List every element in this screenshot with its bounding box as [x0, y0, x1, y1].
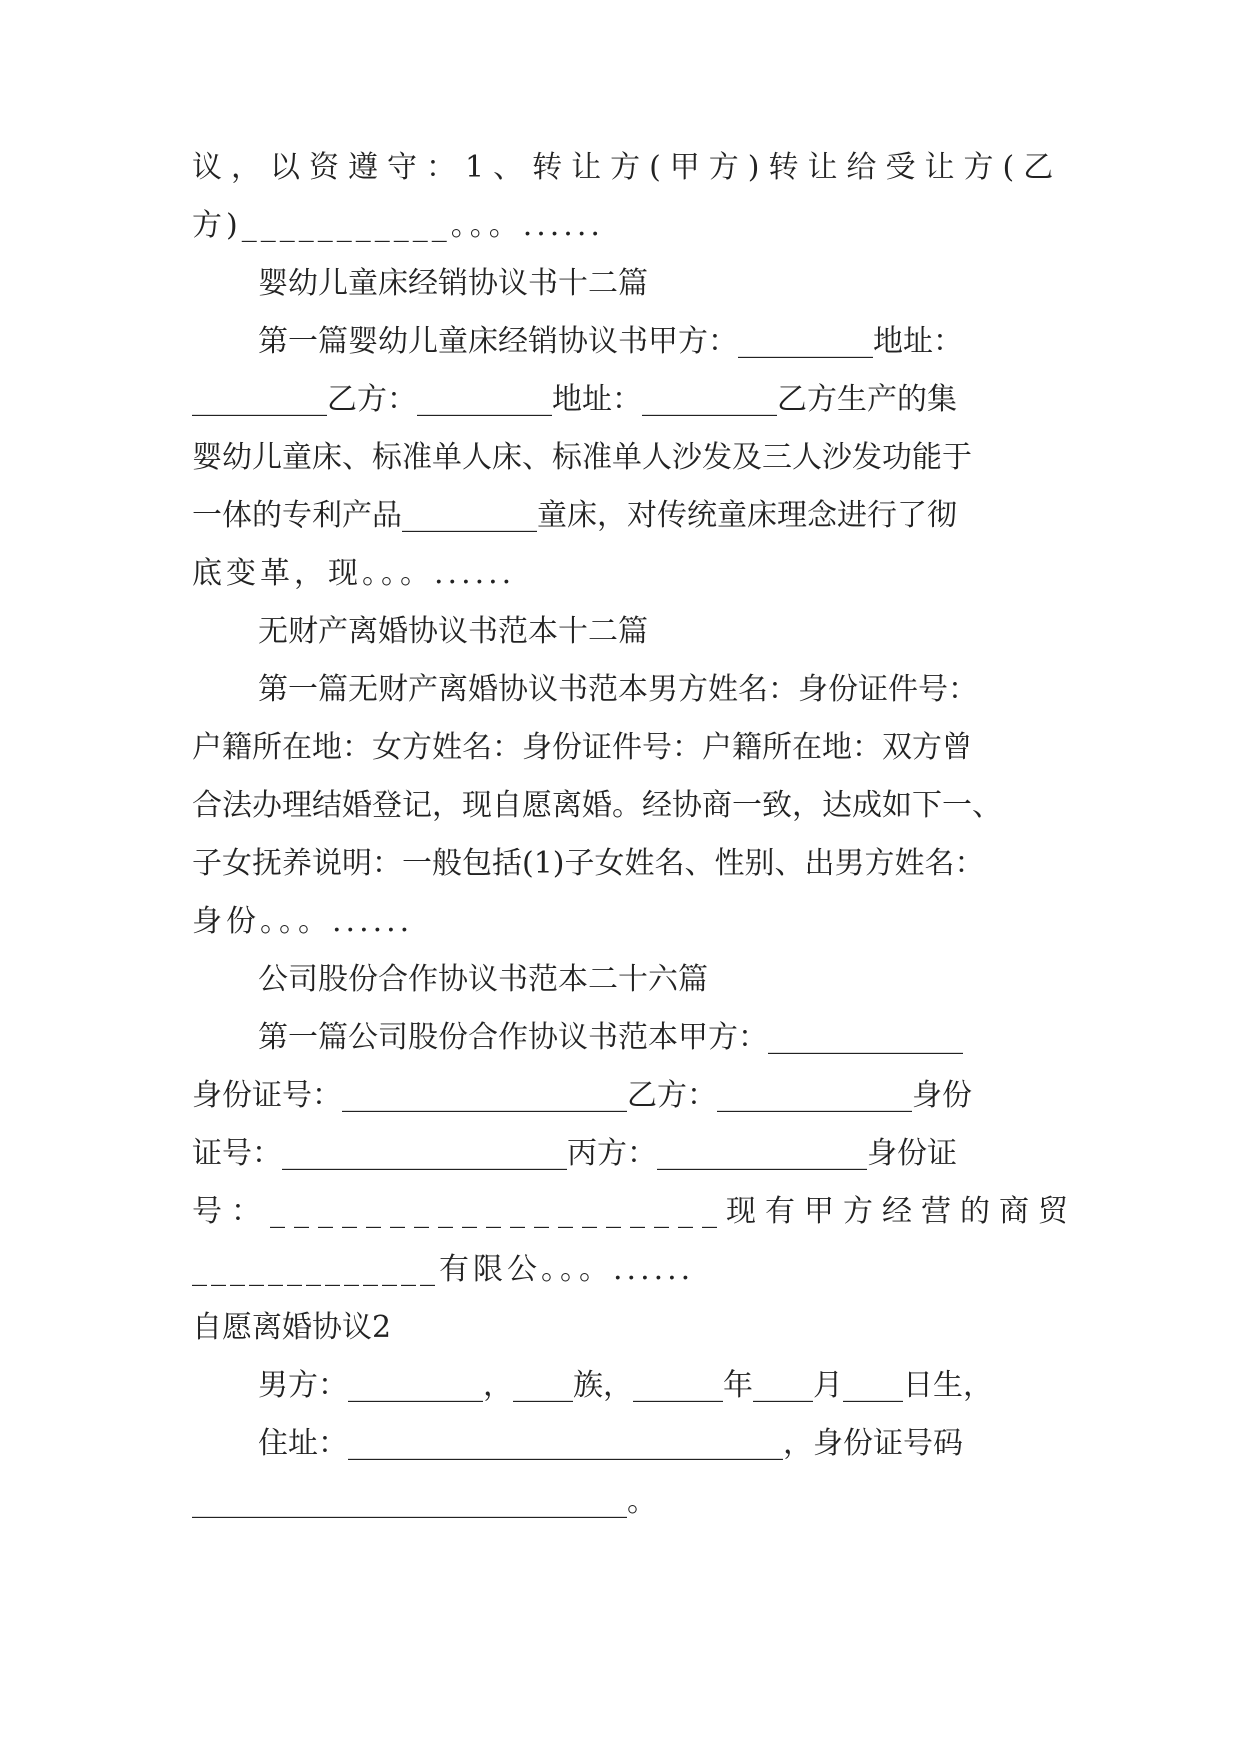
paragraph-line: 第一篇公司股份合作协议书范本甲方：_____________ — [258, 1020, 963, 1055]
paragraph-line: 合法办理结婚登记，现自愿离婚。经协商一致，达成如下一、 — [192, 788, 1002, 823]
paragraph-line: _________乙方：_________地址：_________乙方生产的集 — [192, 382, 957, 417]
paragraph-line: 身份证号：___________________乙方：_____________身份 — [192, 1078, 972, 1113]
paragraph-line: 证号：___________________丙方：______________身份证 — [192, 1136, 957, 1171]
paragraph-line: 第一篇婴幼儿童床经销协议书甲方：_________地址： — [258, 324, 963, 359]
paragraph-line: 号：___________________现有甲方经营的商贸 — [192, 1194, 1077, 1229]
paragraph-line: _____________有限公。。。...... — [192, 1252, 695, 1287]
section-heading: 自愿离婚协议2 — [192, 1310, 392, 1345]
paragraph-line: _____________________________。 — [192, 1484, 657, 1519]
section-heading: 无财产离婚协议书范本十二篇 — [258, 614, 648, 649]
paragraph-line: 户籍所在地：女方姓名：身份证件号：户籍所在地：双方曾 — [192, 730, 972, 765]
paragraph-line: 第一篇无财产离婚协议书范本男方姓名：身份证件号： — [258, 672, 978, 707]
paragraph-line: 男方：_________，____族，______年____月____日生， — [258, 1368, 993, 1403]
section-heading: 婴幼儿童床经销协议书十二篇 — [258, 266, 648, 301]
paragraph-line: 议，以资遵守：1、转让方(甲方)转让给受让方(乙 — [192, 150, 1063, 185]
paragraph-line: 身份。。。...... — [192, 904, 414, 939]
paragraph-line: 一体的专利产品_________童床，对传统童床理念进行了彻 — [192, 498, 957, 533]
paragraph-line: 子女抚养说明：一般包括(1)子女姓名、性别、出男方姓名： — [192, 846, 985, 881]
paragraph-line: 方)___________。。。...... — [192, 208, 604, 243]
paragraph-line: 底变革，现。。。...... — [192, 556, 516, 591]
paragraph-line: 婴幼儿童床、标准单人床、标准单人沙发及三人沙发功能于 — [192, 440, 972, 475]
paragraph-line: 住址：_____________________________，身份证号码 — [258, 1426, 963, 1461]
section-heading: 公司股份合作协议书范本二十六篇 — [258, 962, 708, 997]
